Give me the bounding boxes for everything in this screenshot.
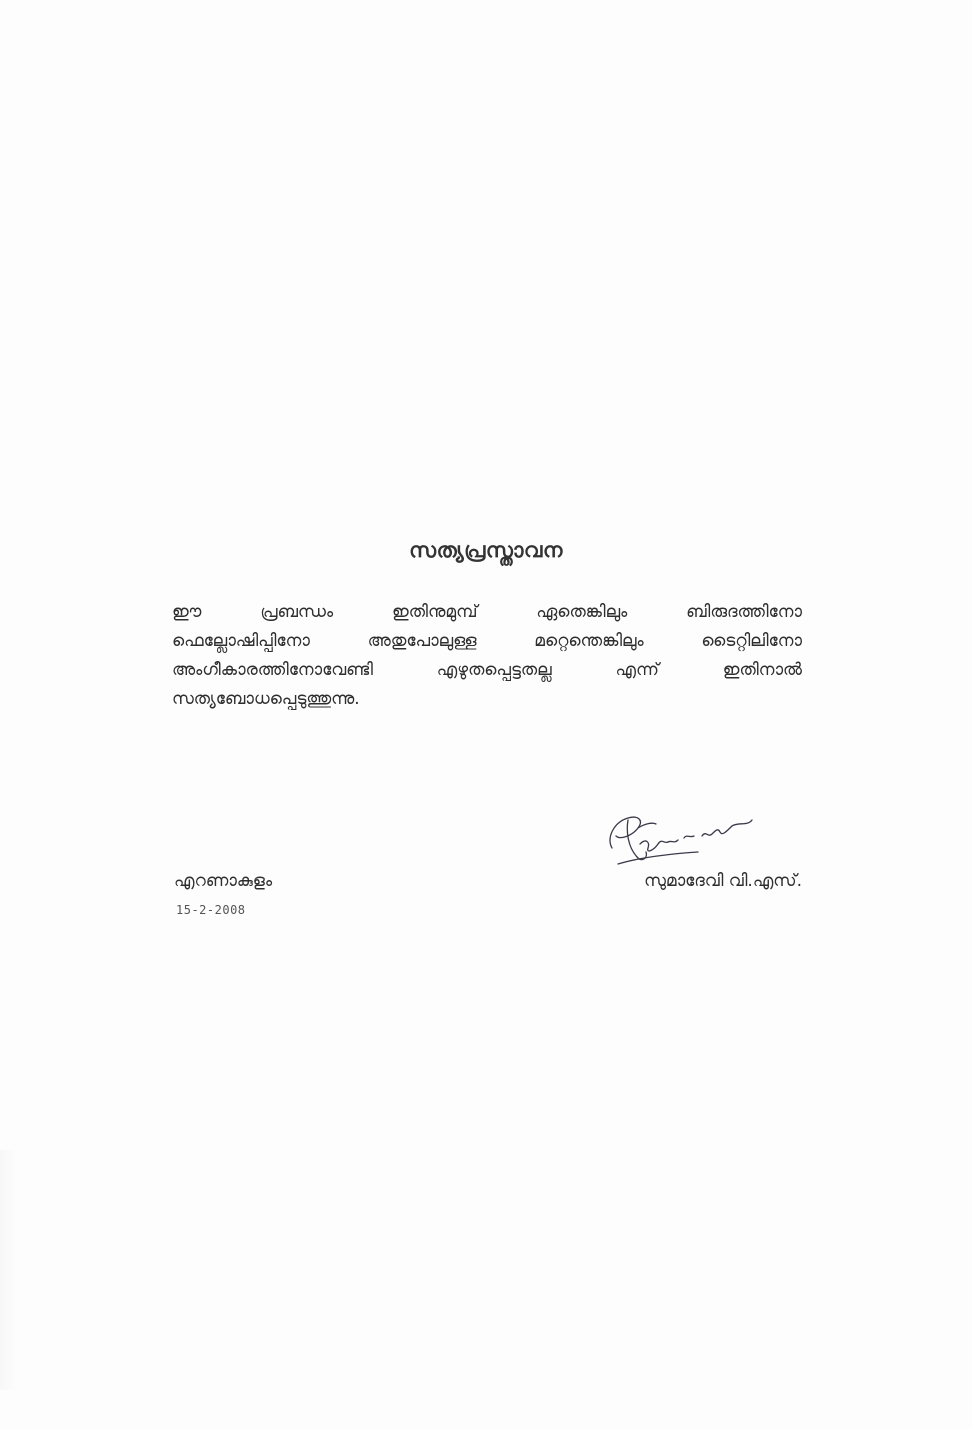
scan-edge-shadow xyxy=(0,1150,18,1390)
date-label: 15-2-2008 xyxy=(176,903,246,917)
paragraph-line-1: ഈ പ്രബന്ധം ഇതിനുമുമ്പ് ഏതെങ്കിലും ബിരുദത്തിനോ xyxy=(172,602,802,622)
handwritten-signature xyxy=(598,808,768,870)
declaration-paragraph xyxy=(172,598,802,714)
paragraph-line-4: സത്യബോധപ്പെടുത്തുന്നു. xyxy=(172,689,360,709)
paragraph-line-3: അംഗീകാരത്തിനോവേണ്ടി എഴുതപ്പെട്ടതല്ല എന്ന് ഇതിനാൽ xyxy=(172,660,802,680)
paragraph-line-2: ഫെല്ലോഷിപ്പിനോ അതുപോലുള്ള മറ്റെന്തെങ്കിലും ടൈറ്റിലിനോ xyxy=(172,631,802,651)
signatory-name: സുമാദേവി വി.എസ്. xyxy=(644,871,802,891)
place-label: എറണാകുളം xyxy=(174,871,273,891)
document-title: സത്യപ്രസ്താവന xyxy=(409,538,563,562)
